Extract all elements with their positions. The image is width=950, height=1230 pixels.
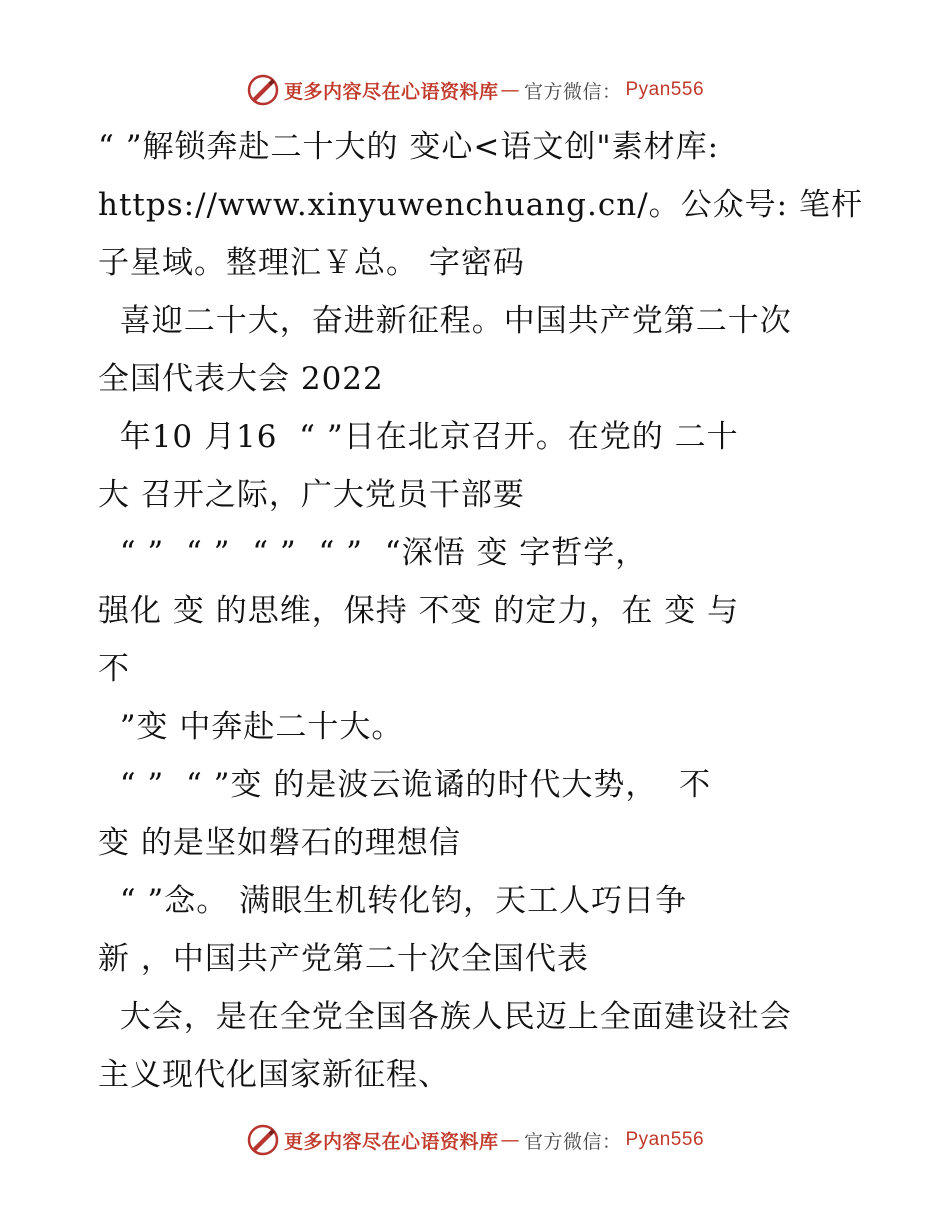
text-line: “ ” “ ”变 的是波云诡谲的时代大势， 不 xyxy=(98,767,712,803)
wechat-label: 官方微信： xyxy=(523,1130,622,1153)
text-line: 大 召开之际，广大党员干部要 xyxy=(98,477,525,513)
text-line: “ ”念。 满眼生机转化钧，天工人巧日争 xyxy=(98,883,688,919)
text-line: 全国代表大会 2022 xyxy=(98,361,384,397)
text-line: ”变 中奔赴二十大。 xyxy=(98,709,404,745)
header-banner xyxy=(0,70,950,110)
brand-text: 更多内容尽在心语资料库 xyxy=(283,1130,499,1153)
text-line: 大会，是在全党全国各族人民迈上全面建设社会 xyxy=(98,999,792,1035)
wechat-id: Pyan556 xyxy=(625,79,705,100)
text-line: 喜迎二十大，奋进新征程。中国共产党第二十次 xyxy=(98,303,792,339)
text-line: 强化 变 的思维，保持 不变 的定力，在 变 与 xyxy=(98,593,740,629)
document-body xyxy=(98,118,868,1104)
banner-dash: — xyxy=(500,79,520,101)
text-line: 主义现代化国家新征程、 xyxy=(98,1057,450,1093)
wechat-label: 官方微信： xyxy=(523,80,622,103)
text-line: “ ” “ ” “ ” “ ” “深悟 变 字哲学， xyxy=(98,535,648,571)
text-line: 变 的是坚如磐石的理想信 xyxy=(98,825,461,861)
text-line: 年10 月16 “ ”日在北京召开。在党的 二十 xyxy=(98,419,739,455)
footer-banner xyxy=(0,1120,950,1160)
text-line: 子星域。整理汇￥总。 字密码 xyxy=(98,245,525,281)
text-line: https://www.xinyuwenchuang.cn/。公众号: 笔杆 xyxy=(98,187,863,223)
pen-logo-icon xyxy=(246,1123,280,1157)
wechat-id: Pyan556 xyxy=(625,1129,705,1150)
pen-logo-icon xyxy=(246,73,280,107)
brand-text: 更多内容尽在心语资料库 xyxy=(283,80,499,103)
text-line: “ ”解锁奔赴二十大的 变心<语文创"素材库: xyxy=(98,129,720,165)
text-line: 新 ，中国共产党第二十次全国代表 xyxy=(98,941,589,977)
banner-dash: — xyxy=(500,1129,520,1151)
text-line: 不 xyxy=(98,651,130,687)
